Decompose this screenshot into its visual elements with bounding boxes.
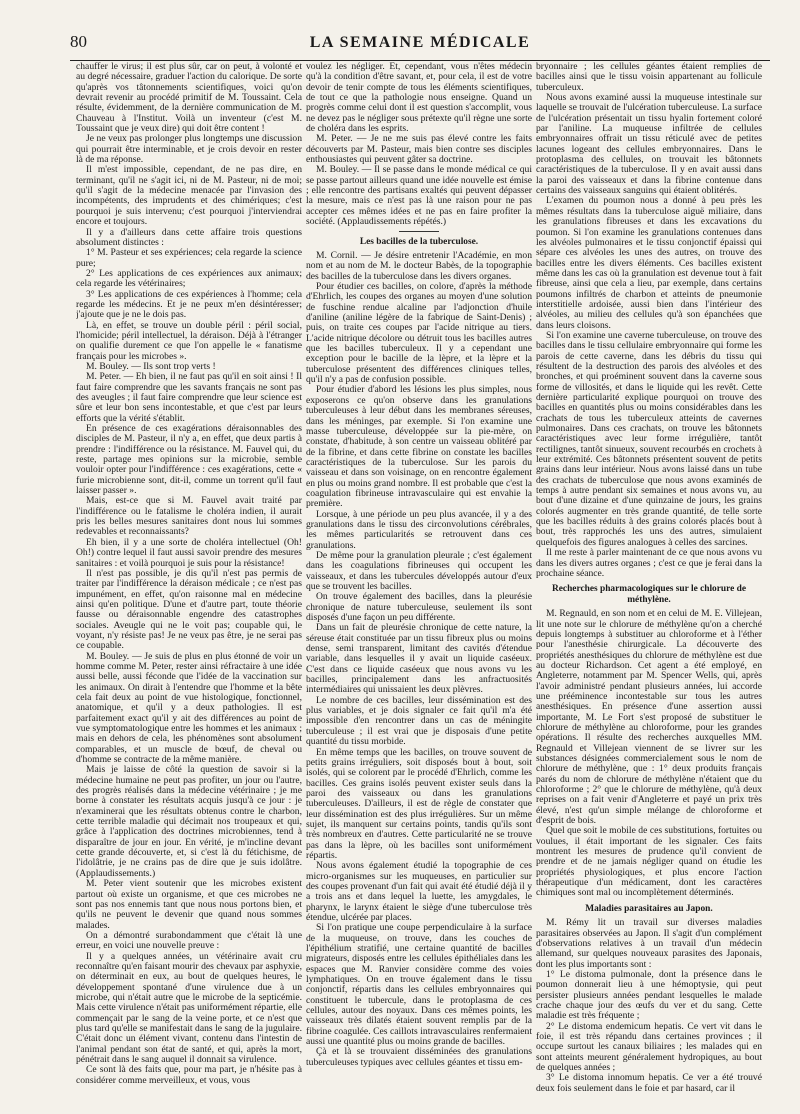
paragraph: Je ne veux pas prolonger plus longtemps une discussion qui pourrait être interminable, et je crois devoir en rester là de ma réponse.: [76, 133, 302, 166]
paragraph: On trouve également des bacilles, dans la pleurésie chronique de nature tuberculeuse, seulement ils sont disposés d'une façon un peu différente.: [306, 591, 532, 624]
paragraph: 3° Les applications de ces expériences à l'homme; cela regarde les médecins. Et je ne peux m'en désintéresser; j'ajoute que je ne le dois pas.: [76, 288, 302, 321]
paragraph: Il m'est impossible, cependant, de ne pas dire, en terminant, qu'il ne s'agit ici, ni de M. Pasteur, ni de moi; qu'il s'agit de la médecine menacée par l'invasion des incompétents, des imprudents et des chimériques; c'est pourquoi je suis intervenu; c'est pourquoi j'interviendrai encore et toujours.: [76, 164, 302, 228]
section-heading: Les bacilles de la tuberculose.: [359, 236, 479, 247]
paragraph: Mais je laisse de côté la question de savoir si la médecine humaine ne peut pas profiter, un jour ou l'autre, des progrès réalisés dans la médecine vétérinaire ; je me borne à constater les résultats acquis jusqu'à ce jour : je n'examinerai que les résultats obtenus contre le charbon, cette terrible maladie qui décimait nos troupeaux et qui, grâce à l'application des doctrines microbiennes, tend à disparaître de jour en jour. En vérité, je m'incline devant cette grande découverte, et, si c'est là du fétichisme, de l'idolâtrie, je ne crains pas de dire que je suis idolâtre. (Applaudissements.): [76, 764, 302, 879]
paragraph: 2° Les applications de ces expériences aux animaux; cela regarde les vétérinaires;: [76, 267, 302, 290]
paragraph: L'examen du poumon nous a donné à peu près les mêmes résultats dans la tuberculose aiguë miliaire, dans les granulations fibreuses et dans les excavations du poumon. Si l'on examine les granulations contenues dans les alvéoles pulmonaires et le tissu conjonctif épaissi qui sépare ces alvéoles les unes des autres, on trouve des bacilles entre les divers éléments. Ces bacilles existent même dans les cas où la granulation est devenue tout à fait fibreuse, ainsi que cela a lieu, par exemple, dans certains poumons infiltrés de charbon et atteints de pneumonie interstitielle ardoisée, aussi bien dans l'intérieur des alvéoles, au milieu des cellules qu'à son épanchées que dans leurs cloisons.: [536, 195, 762, 331]
paragraph: Si l'on examine une caverne tuberculeuse, on trouve des bacilles dans le tissu cellulaire embryonnaire qui forme les parois de cette caverne, dans les débris du tissu qui résultent de la destruction des parois des alvéoles et des bronches, et qui proéminent souvent dans la caverne sous forme de villosités, et dans le liquide qui les revêt. Cette dernière particularité explique pourquoi on trouve des bacilles en quantités plus ou moins considérables dans les crachats de tous les tuberculeux atteints de cavernes pulmonaires. Dans ces crachats, on trouve les bâtonnets caractéristiques avec leur forme irrégulière, tantôt rectilignes, tantôt sinueux, souvent recourbés en crochets à leur extrémité. Ces bâtonnets présentent souvent de petits grains dans leur intérieur. Nous avons laissé dans un tube des crachats de tuberculose que nous avons examinés de temps à autre pendant six semaines et nous avons vu, au bout d'une dizaine et d'une quinzaine de jours, les grains colorés augmenter en très grande quantité, de telle sorte que les bacilles réduits à des grains colorés placés bout à bout, très rapprochés les uns des autres, simulaient quelquefois des figures analogues à celles des sarcines.: [536, 329, 762, 548]
paragraph: En même temps que les bacilles, on trouve souvent de petits grains irréguliers, soit disposés bout à bout, soit isolés, qui se colorent par le procédé d'Ehrlich, comme les bacilles. Ces grains isolés peuvent exister seuls dans la paroi des vaisseaux ou dans les granulations tuberculeuses. D'ailleurs, il est de règle de constater que leur dissémination est des plus irrégulières. Sur un même sujet, ils manquent sur certains points, tandis qu'ils sont très nombreux en d'autres. Cette particularité ne se trouve pas dans la lèpre, où les bacilles sont uniformément répartis.: [306, 746, 532, 861]
paragraph: Il y a quelques années, un vétérinaire avait cru reconnaître qu'en faisant mourir des chevaux par asphyxie, on déterminait en eux, au bout de quelques heures, le développement spontané d'une virulence due à un microbe, qui n'était autre que le microbe de la septicémie. Mais cette virulence n'était pas uniformément répartie, elle commençait par le sang de la veine porte, et ce n'est que plus tard qu'elle se manifestait dans le sang de la jugulaire. C'était donc un élément vivant, contenu dans l'intestin de l'animal pendant son état de santé, et qui, après la mort, pénétrait dans le sang auquel il donnait sa virulence.: [76, 950, 302, 1065]
paragraph: 3° Le distoma innomum hepatis. Ce ver a été trouvé deux fois seulement dans le foie et par hasard, car il: [536, 1072, 762, 1094]
paragraph: Mais, est-ce que si M. Fauvel avait traité par l'indifférence ou le fatalisme le choléra indien, il aurait pris les belles mesures sanitaires dont nous lui sommes redevables et reconnaissants?: [76, 495, 302, 538]
paragraph: Il me reste à parler maintenant de ce que nous avons vu dans les divers autres organes ; c'est ce que je ferai dans la prochaine séance.: [536, 547, 762, 579]
section-heading: Maladies parasitaires au Japon.: [585, 903, 713, 914]
paragraph: Çà et là se trouvaient disséminées des granulations tuberculeuses typiques avec cellules géantes et tissu em-: [306, 1046, 532, 1068]
paragraph: Si l'on pratique une coupe perpendiculaire à la surface de la muqueuse, on trouve, dans les couches de l'épithélium stratifié, une certaine quantité de bacilles migrateurs, disposés entre les cellules épithéliales dans les espaces que M. Ranvier considère comme des voies lymphatiques. On en trouve également dans le tissu conjonctif, répartis dans les cellules embryonnaires qui constituent le tubercule, dans le protoplasma de ces cellules, autour des noyaux. Dans ces mêmes points, les vaisseaux très dilatés étaient souvent remplis par de la fibrine coagulée. Ces caillots intravasculaires renfermaient aussi une quantité plus ou moins grande de bacilles.: [306, 922, 532, 1048]
paragraph: 1° Le distoma pulmonale, dont la présence dans le poumon donnerait lieu à une hémoptysie, qui peut persister plusieurs années pendant lesquelles le malade crache chaque jour des œufs du ver et du sang. Cette maladie est très fréquente ;: [536, 969, 762, 1022]
paragraph: M. Peter. — Eh bien, il ne faut pas qu'il en soit ainsi ! Il faut faire comprendre que les savants français ne sont pas des aveugles ; il faut faire comprendre que leur science est sûre et leur bon sens incontestable, et que c'est par leurs efforts que la vérité s'établit.: [76, 371, 302, 424]
column-2: [306, 62, 532, 1102]
paragraph: M. Peter vient soutenir que les microbes existent partout où existe un organisme, et que ces microbes ne sont pas nos ennemis tant que nous nous portons bien, et qu'ils ne peuvent le devenir que quand nous sommes malades.: [76, 878, 302, 931]
paragraph: 2° Le distoma endemicum hepatis. Ce vert vit dans le foie, il est très répandu dans certaines provinces ; il occupe surtout les canaux biliaires ; les malades qui en sont atteints meurent généralement hydropiques, au bout de quelques années ;: [536, 1020, 762, 1074]
section-heading: Recherches pharmacologiques sur le chlorure de méthylène.: [552, 584, 746, 605]
paragraph: Pour étudier ces bacilles, on colore, d'après la méthode d'Ehrlich, les coupes des organes au moyen d'une solution de fuschine rendue alcaline par l'adjonction d'huile d'aniline (aniline légère de la fabrique de Saint-Denis) ; puis, on traite ces coupes par l'acide nitrique au tiers. L'acide nitrique décolore ou détruit tous les bacilles autres que les bacilles tuberculeux. Il y a cependant une exception pour le bacille de la lèpre, et la lèpre et la tuberculose présentent des différences cliniques telles, qu'il n'y a pas de confusion possible.: [306, 281, 532, 386]
paragraph: M. Bouley. — Il se passe dans le monde médical ce qui se passe partout ailleurs quand une idée nouvelle est émise ; elle rencontre des partisans exaltés qui peuvent dépasser la mesure, mais ce n'est pas là une raison pour ne pas accepter ces mêmes idées et ne pas en faire profiter la société. (Applaudissements répétés.): [306, 164, 532, 228]
paragraph: Le nombre de ces bacilles, leur dissémination est des plus variables, et je dois signaler ce fait qu'il m'a été impossible d'en rencontrer dans un cas de méningite tuberculeuse ; il est vrai que je disposais d'une petite quantité du tissu morbide.: [306, 694, 532, 748]
paragraph: Dans un fait de pleurésie chronique de cette nature, la séreuse était constituée par un tissu fibreux plus ou moins dense, semi transparent, limitant des cavités d'étendue variable, dans lesquelles il y avait un liquide caséeux. C'est dans ce liquide caséeux que nous avons vu les bacilles, principalement dans les anfractuosités intermédiaires qui unissaient les deux plèvres.: [306, 622, 532, 696]
paragraph: voulez les négliger. Et, cependant, vous n'êtes médecin qu'à la condition d'être savant, et, pour cela, il est de votre devoir de tenir compte de tous les éléments scientifiques, de tout ce que la pathologie nous enseigne. Quand un progrès comme celui dont il est question s'accomplit, vous ne devez pas le négliger sous prétexte qu'il règne une sorte de choléra dans les esprits.: [306, 62, 532, 135]
column-1: [76, 62, 302, 1102]
paragraph: M. Peter. — Je ne me suis pas élevé contre les faits découverts par M. Pasteur, mais bien contre ses disciples enthousiastes qui peuvent gâter sa doctrine.: [306, 133, 532, 166]
paragraph: Nous avons examiné aussi la muqueuse intestinale sur laquelle se trouvait de l'ulcération tuberculeuse. La surface de l'ulcération présentait un tissu hyalin fortement coloré par l'aniline. La muqueuse infiltrée de cellules embryonnaires offrait un tissu réticulé avec de petites lacunes logeant des cellules embryonnaires. Dans le protoplasma des cellules, on trouvait les bâtonnets caractéristiques de la tuberculose. Il y en avait aussi dans la paroi des vaisseaux et dans la fibrine contenue dans certains des vaisseaux sanguins qui étaient oblitérés.: [536, 92, 762, 197]
paragraph: M. Bouley. — Ils sont trop verts !: [86, 360, 216, 372]
paragraph: Il y a d'ailleurs dans cette affaire trois questions absolument distinctes :: [76, 226, 302, 248]
paragraph: M. Bouley. — Je suis de plus en plus étonné de voir un homme comme M. Peter, rester ainsi réfractaire à une idée aussi belle, aussi féconde que l'idée de la vaccination sur les animaux. On dirait à l'entendre que l'homme et la bête cela fait deux au point de vue histologique, fonctionnel, anatomique, et qu'il y a deux pathologies. Il est parfaitement exact qu'il y ait des différences au point de vue symptomatologique entre les hommes et les animaux ; mais en dehors de cela, les phénomènes sont absolument comparables, et un muscle de bœuf, de cheval ou d'homme se contracte de la même manière.: [76, 650, 302, 766]
page-header: [70, 30, 770, 61]
paragraph: chauffer le virus; il est plus sûr, car on peut, à volonté et au degré nécessaire, graduer l'action du calorique. De sorte qu'après vos tâtonnements scientifiques, voici qu'on devrait revenir au procédé primitif de M. Toussaint. Cela résulte, évidemment, de la dernière communication de M. Chauveau à l'Institut. Voilà un inventeur (c'est M. Toussaint que je veux dire) qui doit être content !: [76, 62, 302, 135]
paragraph: M. Cornil. — Je désire entretenir l'Académie, en mon nom et au nom de M. le docteur Babès, de la topographie des bacilles de la tuberculose dans les divers organes.: [306, 250, 532, 282]
journal-title: LA SEMAINE MÉDICALE: [309, 34, 531, 51]
paragraph: De même pour la granulation pleurale ; c'est également dans les coagulations fibrineuses qui occupent les vaisseaux, et dans les tubercules développés autour d'eux que se trouvent les bacilles.: [306, 549, 532, 592]
paragraph: On a démontré surabondamment que c'était là une erreur, en voici une nouvelle preuve :: [76, 929, 302, 952]
paragraph: bryonnaire ; les cellules géantes étaient remplies de bacilles ainsi que le tissu voisin appartenant au follicule tuberculeux.: [536, 62, 762, 93]
paragraph: Là, en effet, se trouve un double péril : péril social, l'homicide; péril intellectuel, la déraison. Déjà à l'étranger on qualifie durement ce que l'on appelle le « fanatisme français pour les microbes ».: [76, 319, 302, 362]
paragraph: Pour étudier d'abord les lésions les plus simples, nous exposerons ce qu'on observe dans les granulations tuberculeuses à leur début dans les membranes séreuses, dans les méninges, par exemple. Si l'on examine une masse tuberculeuse, développée sur la pie-mère, on constate, d'habitude, à son centre un vaisseau oblitéré par de la fibrine, et dans cette fibrine on constate les bacilles caractéristiques de la tuberculose. Sur les parois du vaisseau et dans son voisinage, on en rencontre également en plus ou moins grand nombre. Il est probable que c'est la coagulation fibrineuse intravasculaire qui est envahie la première.: [306, 384, 532, 510]
paragraph: Ce sont là des faits que, pour ma part, je n'hésite pas à considérer comme merveilleux, et vous, vous: [76, 1064, 302, 1086]
paragraph: Il n'est pas possible, je dis qu'il n'est pas permis de traiter par l'indifférence la déraison médicale ; ce n'est pas impunément, en effet, qu'on raisonne mal en médecine ainsi qu'en politique. D'une et d'autre part, toute théorie fausse ou déraisonnable engendre des catastrophes sociales. Aveugle qui ne le voit pas; coupable qui, le voyant, n'y résiste pas! Je ne veux pas être, je ne serai pas ce coupable.: [76, 567, 302, 652]
paragraph: M. Rémy lit un travail sur diverses maladies parasitaires observées au Japon. Il s'agit d'un complément d'observations relatives à un travail d'un médecin allemand, sur quelques nouveaux parasites des Japonais, dont les plus importants sont :: [536, 917, 762, 970]
paragraph: En présence de ces exagérations déraisonnables des disciples de M. Pasteur, il n'y a, en effet, que deux partis à prendre : l'indifférence ou la résistance. M. Fauvel qui, du reste, partage mes opinions sur la microbie, semble vouloir opter pour l'indifférence : ces exagérations, cette « furie microbienne sont, dit-il, comme un torrent qu'il faut laisser passer ».: [76, 423, 302, 497]
paragraph: Lorsque, à une période un peu plus avancée, il y a des granulations dans le tissu des circonvolutions cérébrales, les mêmes particularités se retrouvent dans ces granulations.: [306, 508, 532, 551]
paragraph: Quel que soit le mobile de ces substitutions, fortuites ou voulues, il était important de les signaler. Ces faits montrent les mesures de prudence qu'il convient de prendre et de ne jamais négliger quand on étudie les propriétés physiologiques, et plus encore l'action thérapeutique d'un médicament, dont les caractères chimiques sont mal ou incomplètement déterminés.: [536, 825, 762, 899]
paragraph: 1° M. Pasteur et ses expériences; cela regarde la science pure;: [76, 247, 302, 269]
paragraph: Nous avons également étudié la topographie de ces micro-organismes sur les muqueuses, en particulier sur des coupes provenant d'un fait qui avait été étudié déjà il y a trois ans et dans lequel la luette, les amygdales, le pharynx, le larynx étaient le siège d'une tuberculose très étendue, ulcérée par places.: [306, 860, 532, 923]
paragraph: Eh bien, il y a une sorte de choléra intellectuel (Oh! Oh!) contre lequel il faut aussi savoir prendre des mesures sanitaires : et voilà pourquoi je suis pour la résistance!: [76, 536, 302, 569]
paragraph: M. Regnauld, en son nom et en celui de M. E. Villejean, lit une note sur le chlorure de méthylène qu'on a cherché depuis longtemps à substituer au chloroforme et à l'éther pour l'anesthésie chirurgicale. La découverte des propriétés anesthésiques du chlorure de méthylène est due au docteur Richardson. Cet agent a été employé, en Angleterre, notamment par M. Spencer Wells, qui, après l'avoir administré pendant plusieurs années, lui accorde une prééminence incontestable sur tous les autres anesthésiques. En présence d'une assertion aussi importante, M. Le Fort s'est proposé de substituer le chlorure de méthylène au chloroforme, pour les grandes opérations. Il résulte des recherches auxquelles MM. Regnauld et Villejean viennent de se livrer sur les substances désignées commercialement sous le nom de chlorure de méthylène, que : 1° deux produits français parés du nom de chlorure de méthylène n'étaient que du chloroforme ; 2° que le chlorure de méthylène, qu'à deux reprises on a fait venir d'Angleterre et payé un prix très élevé, n'est qu'un simple mélange de chloroforme et d'esprit de bois.: [536, 608, 762, 827]
page-number: 80: [70, 32, 87, 51]
section-divider: [399, 231, 439, 232]
column-3: [536, 62, 762, 1102]
